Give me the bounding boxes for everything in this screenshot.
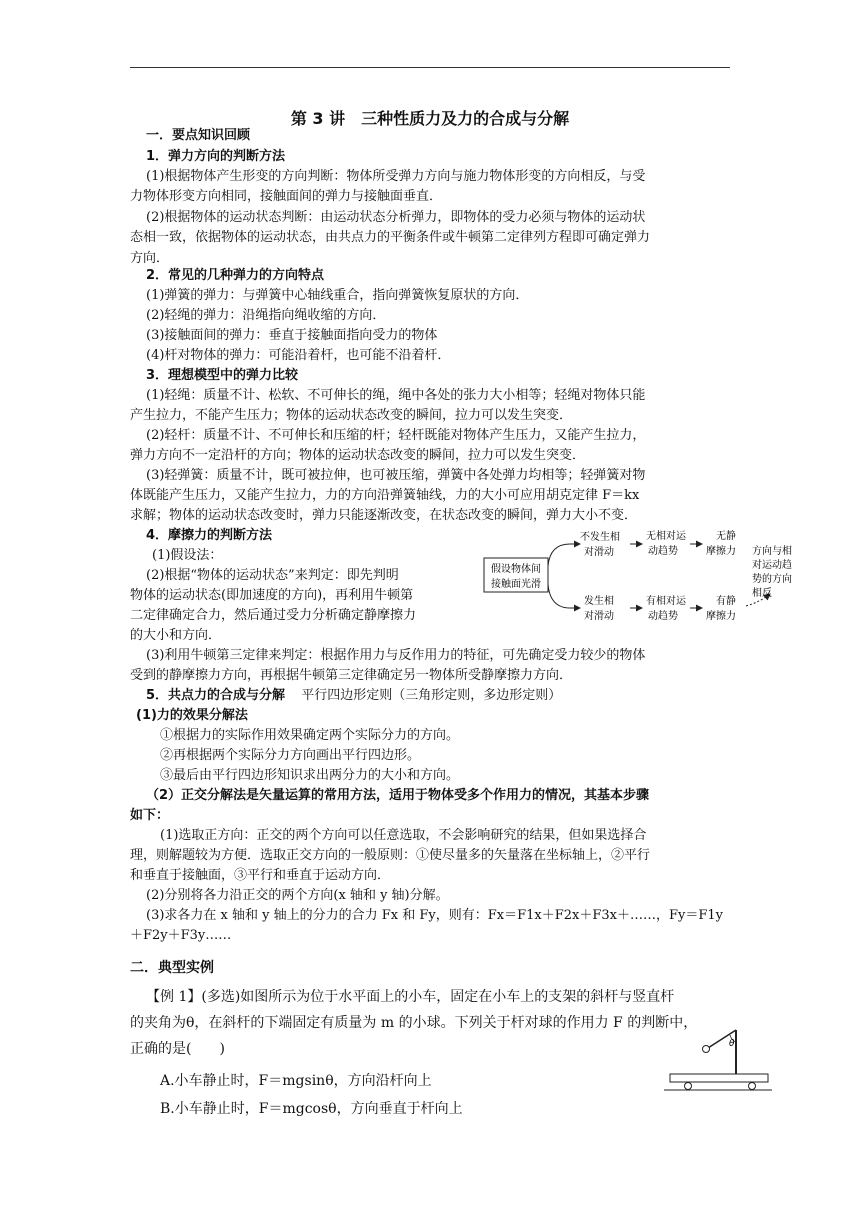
wheel-right xyxy=(749,1083,756,1090)
list-item: (4)杆对物体的弹力：可能沿着杆，也可能不沿着杆． xyxy=(146,348,451,363)
list-item: (1)弹簧的弹力：与弹簧中心轴线重合，指向弹簧恢复原状的方向． xyxy=(146,288,529,303)
diagram-bot3-line2: 摩擦力 xyxy=(706,611,736,622)
paragraph: (3)轻弹簧：质量不计，既可被拉伸，也可被压缩，弹簧中各处弹力均相等；轻弹簧对物 xyxy=(146,468,646,483)
list-item: (3)接触面间的弹力：垂直于接触面指向受力的物体 xyxy=(146,328,438,343)
paragraph: 力物体形变方向相同，接触面间的弹力与接触面垂直． xyxy=(130,189,443,204)
diagram-top3-line1: 无静 xyxy=(716,531,736,542)
question-text: 正确的是( ) xyxy=(130,1041,225,1057)
paragraph: (1)根据物体产生形变的方向判断：物体所受弹力方向与施力物体形变的方向相反，与受 xyxy=(146,169,646,184)
paragraph: 物体的运动状态(即加速度的方向)，再利用牛顿第 xyxy=(130,588,414,603)
diagram-result-line4: 相反 xyxy=(752,588,772,599)
angle-label: θ xyxy=(729,1039,735,1049)
diagram-branch-bottom xyxy=(548,584,580,608)
diagram-bot2-line1: 有相对运 xyxy=(646,596,686,607)
diagram-top2-line1: 无相对运 xyxy=(646,531,686,542)
paragraph: (2)根据“物体的运动状态”来判定：即先判明 xyxy=(146,568,399,583)
subheading: (1)力的效果分解法 xyxy=(136,708,248,723)
diagram-result-line3: 势的方向 xyxy=(752,574,792,585)
diagram-center-line2: 接触面光滑 xyxy=(491,579,541,590)
option-b: B.小车静止时，F＝mgcosθ，方向垂直于杆向上 xyxy=(160,1101,463,1117)
option-a: A.小车静止时，F＝mgsinθ，方向沿杆向上 xyxy=(160,1073,432,1089)
diagram-top3-line2: 摩擦力 xyxy=(706,546,736,557)
diagram-top2-line2: 动趋势 xyxy=(648,546,678,557)
list-item: ①根据力的实际作用效果确定两个实际分力的方向。 xyxy=(160,728,460,743)
paragraph: 方向． xyxy=(130,251,170,266)
subheading: 5．共点力的合成与分解 xyxy=(146,688,286,703)
diagram-center-line1: 假设物体间 xyxy=(491,564,541,575)
paragraph: 的大小和方向． xyxy=(130,628,222,643)
paragraph: (1)假设法： xyxy=(152,548,223,563)
ball xyxy=(703,1046,710,1053)
subheading: 2．常见的几种弹力的方向特点 xyxy=(146,268,325,283)
diagram-bot1-line1: 发生相 xyxy=(584,596,614,607)
wheel-left xyxy=(685,1083,692,1090)
diagram-bot3-line1: 有静 xyxy=(716,596,736,607)
paragraph: (3)求各力在 x 轴和 y 轴上的分力的合力 Fx 和 Fy，则有：Fx＝F1x＋F2x＋F3x＋……，Fy＝F1y xyxy=(146,908,723,923)
paragraph: 体既能产生压力，又能产生拉力，力的方向沿弹簧轴线，力的大小可应用胡克定律 F＝kx xyxy=(130,488,640,503)
paragraph: (2)分别将各力沿正交的两个方向(x 轴和 y 轴)分解。 xyxy=(146,888,449,903)
list-item: ③最后由平行四边形知识求出两分力的大小和方向。 xyxy=(160,768,460,783)
paragraph: (2)轻杆：质量不计、不可伸长和压缩的杆；轻杆既能对物体产生压力，又能产生拉力， xyxy=(146,428,646,443)
paragraph: 求解；物体的运动状态改变时，弹力只能逐渐改变，在状态改变的瞬间，弹力大小不变． xyxy=(130,508,638,523)
paragraph: 如下： xyxy=(130,808,170,823)
page-title: 第 3 讲 三种性质力及力的合成与分解 xyxy=(290,109,570,128)
question-text: 【例 1】(多选)如图所示为位于水平面上的小车，固定在小车上的支架的斜杆与竖直杆 xyxy=(146,989,675,1005)
paragraph: (3)利用牛顿第三定律来判定：根据作用力与反作用力的特征，可先确定受力较少的物体 xyxy=(146,648,646,663)
cart-body xyxy=(670,1074,768,1082)
paragraph: 弹力方向不一定沿杆的方向；物体的运动状态改变的瞬间，拉力可以发生突变． xyxy=(130,448,586,463)
subheading: 4．摩擦力的判断方法 xyxy=(146,528,273,543)
friction-flow-diagram xyxy=(480,526,810,626)
question-text: 的夹角为θ，在斜杆的下端固定有质量为 m 的小球。下列关于杆对球的作用力 F 的判断中， xyxy=(130,1015,698,1031)
subheading: 3．理想模型中的弹力比较 xyxy=(146,368,299,383)
paragraph: 二定律确定合力，然后通过受力分析确定静摩擦力 xyxy=(130,608,417,623)
diagram-result-line2: 对运动趋 xyxy=(752,560,792,571)
list-item: ②再根据两个实际分力方向画出平行四边形。 xyxy=(160,748,421,763)
subheading: 1．弹力方向的判断方法 xyxy=(146,149,286,164)
diagram-bot1-line2: 对滑动 xyxy=(584,611,614,622)
paragraph: ＋F2y＋F3y…… xyxy=(130,928,232,943)
paragraph: (1)轻绳：质量不计、松软、不可伸长的绳，绳中各处的张力大小相等；轻绳对物体只能 xyxy=(146,388,646,403)
diagram-top1-line1: 不发生相 xyxy=(580,532,620,543)
diagram-result-line1: 方向与相 xyxy=(752,546,792,557)
paragraph: （2）正交分解法是矢量运算的常用方法，适用于物体受多个作用力的情况，其基本步骤 xyxy=(146,788,650,803)
paragraph: (2)根据物体的运动状态判断：由运动状态分析弹力，即物体的受力必须与物体的运动状 xyxy=(146,210,646,225)
diagram-branch-top xyxy=(548,544,580,566)
subheading-note: 平行四边形定则（三角形定则，多边形定则） xyxy=(301,688,562,703)
subheading-row xyxy=(146,686,561,706)
cart-figure xyxy=(660,1024,775,1094)
paragraph: 产生拉力，不能产生压力；物体的运动状态改变的瞬间，拉力可以发生突变． xyxy=(130,408,573,423)
paragraph: 态相一致，依据物体的运动状态，由共点力的平衡条件或牛顿第二定律列方程即可确定弹力 xyxy=(130,230,651,245)
header-rule xyxy=(130,67,730,68)
paragraph: (1)选取正方向：正交的两个方向可以任意选取，不会影响研究的结果，但如果选择合 xyxy=(160,828,647,843)
diagram-top1-line2: 对滑动 xyxy=(584,547,614,558)
section-heading: 二．典型实例 xyxy=(130,960,214,976)
section-heading: 一．要点知识回顾 xyxy=(146,128,251,143)
list-item: (2)轻绳的弹力：沿绳指向绳收缩的方向． xyxy=(146,308,386,323)
diagram-bot2-line2: 动趋势 xyxy=(648,611,678,622)
paragraph: 和垂直于接触面，③平行和垂直于运动方向． xyxy=(130,868,391,883)
paragraph: 理，则解题较为方便．选取正交方向的一般原则：①使尽量多的矢量落在坐标轴上，②平行 xyxy=(130,848,651,863)
paragraph: 受到的静摩擦力方向，再根据牛顿第三定律确定另一物体所受静摩擦力方向． xyxy=(130,668,573,683)
